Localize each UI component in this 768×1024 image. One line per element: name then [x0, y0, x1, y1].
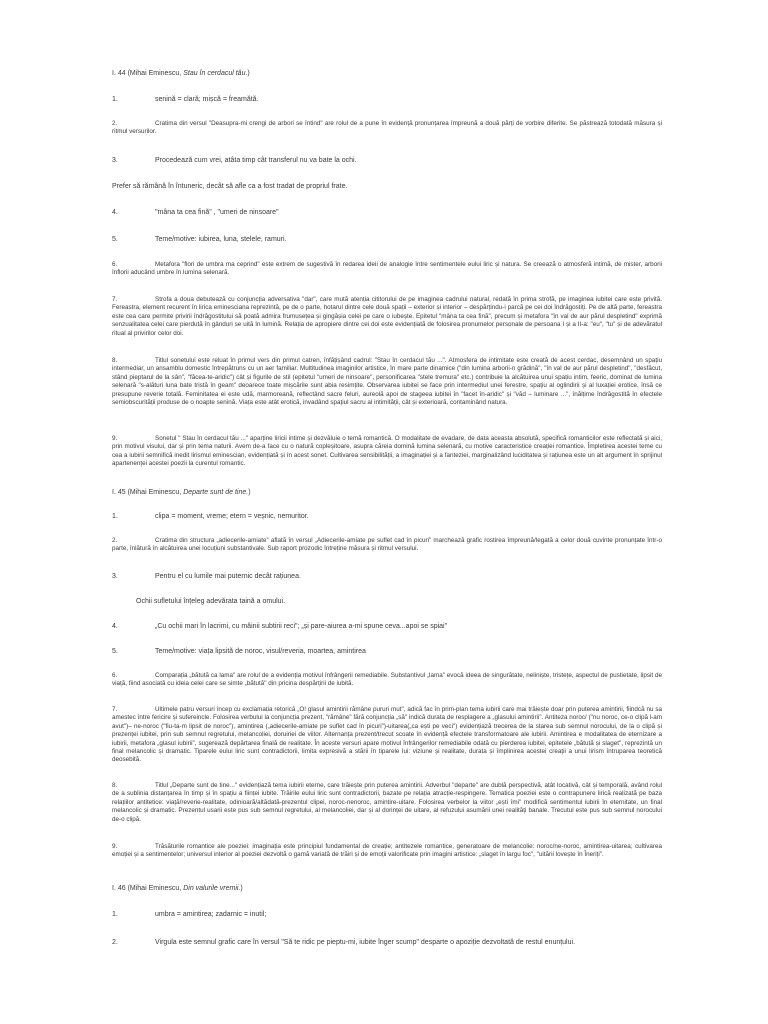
item-number: 2. — [112, 120, 118, 127]
item-text: Titlul „Departe sunt de tine..." evidențiază tema iubirii eterne, care trăiește prin puterea amintirii. Adverbul "departe" are dublă perspectivă, atât locativă, cât și temporală, având rolul de a sublinia distanțarea în timp și în spațiu a ființei iubite. Trăirile eului liric sunt contradictorii, bazate pe relația atracție-respingere. Tematica poeziei este o contrapunere lirică realizată pe baza relațiilor antitetice: viață/reverie-realitate, odinioară/altădată-prezentul clipei, noroc-nenoroc, amintire-uitare. Folosirea verbelor la viitor „ești îmi" modifică sentimentul iubirii în eternitate, un final melancolic și dramatic. Prezentul usarii este pus sub semnul regretului, al melancoliei, dar și al dorinței de uitare, al refuzului asumării unei realități banale. Trecutul este pus sub semnul norocului de-o clipă. — [112, 782, 662, 823]
item-text: Metafora "flori de umbra ma ceprind" este extrem de sugestivă în redarea ideii de analogie între sentimentele eului liric și natura. Se creează o atmosferă intimă, de mister, arborii înflorii aducând umbre în lumina selenară. — [112, 261, 662, 277]
item-paragraph — [112, 296, 662, 338]
item-number: 6. — [112, 261, 118, 268]
item-text: Strofa a doua debutează cu conjuncția adversativa "dar", care mută atenția cititorului de pe imaginea cadrului natural, redată în prima strofă, pe imaginea iubitei care este privită. Fereastra, element recurent în lirica eminesciana reprezintă, pe de o parte, hotarul dintre cele două spații – exterior și interior – despărțindu-i parcă pe cei doi îndrăgostiți. Pe de altă parte, fereastra este cea care permite privirii îndrăgostitului să poată admira frumusețea și gingășia celei pe care o iubește. Epitetul "mâna ta cea fină", precum și metafora "în val de aur părul despletind" exprimă senzualitatea celei care pierdută în gânduri se uită în lumină. Relația de apropiere dintre cei doi este evidențiată de folosirea pronumelor personale de persoana I și a II-a: "eu", "tu" și de adevăratul ritual al privirilor celor doi. — [112, 296, 662, 337]
item-text: clipa = moment, vreme; etern = veșnic, nemuritor. — [155, 513, 309, 520]
item-text: Teme/motive: iubirea, luna, stelele, ramuri. — [155, 236, 287, 243]
item-number: 4. — [112, 209, 118, 216]
item-paragraph — [112, 706, 662, 765]
work-title: Stau în cerdacul tău — [183, 70, 246, 77]
item-text: Ultimele patru versuri încep cu exclamația retorică „O! glasul amintirii rămâne pururi mut", adică fac în prim-plan tema iubirii care mai trăiește doar prin puterea amintirii, fiindcă nu sa amestec între fericire și sufereincle. Folosirea verbului la conjuncția prezent, "rămâne" fără conjuncția „să" indică durata de resplagere a „glasului amintirii". Antiteza noroc/ ("nu noroc, ce-o clipă l-am avut")– ne-noroc ("fiu-ta-m lipsit de noroc"), amintirea („adiecerile-amiate pe suflet cad în picuri")-uitarea(„ca ești pe veci") evidențiază trecerea de la starea sub semnul norocului, de la o clipă și prezenței iubitei, prin sub semnul regretului, melancoliei, doruiriei de viitor. Alternanța prezent/trecut scoate în evidență efectele transformatoare ale iubirii. Amintirea e modalitatea de eternizare a iubirii, metafora „glasul iubirii", sugerează depărtarea finală de realitate. În aceste versuri apare motivul înfrângerilor remediabile odată cu pierderea iubitei, epitetele „bătută și slaget", reprezintă un final melancolic și dramatic. Tiparele eului liric sunt contradictorii, limita expresivă a stării în tiparele lui: viziune și realitate, durata și împlinirea acestei creații a unui lirism întruparea teoretică deosebită. — [112, 706, 662, 764]
item-text: umbra = amintirea; zadarnic = inutil; — [155, 911, 267, 918]
item-number: 5. — [112, 236, 118, 243]
item-text: Teme/motive: viața lipsită de noroc, visul/reveria, moartea, amintirea — [155, 648, 366, 655]
item-text: senină = clară; mișcă = freamătă. — [155, 96, 259, 103]
item-text: Ochii sufletului înțeleg adevărata taină a omului. — [136, 598, 286, 605]
item-paragraph — [112, 672, 662, 689]
item-text: „Cu ochii mari în lacrimi, cu mâinii subtirii reci"; „și pare-aiurea a-mi spune ceva...apoi se spiai" — [155, 623, 448, 630]
item-number: 6. — [112, 672, 118, 679]
item-text: Sonetul " Stau în cerdacul tău ..." aparține liricii intime și dezvăluie o temă romantică. O modalitate de evadare, de data aceasta absolută, specifică romanticilor este reflectată și aici, prin motivul visului, dar și prin tema naturii. Avem de-a face cu o natură copleșitoare, asupra căreia domină lumina selenară, cu motive caracteristice creației romantice. Împletirea acestei teme cu cea a iubirii semnifică inedit lirismul eminescian, evidențiată și în acest sonet. Cultivarea sensibilității, a imaginației și a fanteziei, marginalizând luciditatea și rațiunea este un alt argument în sprijinul apartenenței acestei poezii la curentul romantic. — [112, 435, 662, 468]
item-paragraph — [112, 843, 662, 860]
work-title: Departe sunt de tine. — [183, 489, 249, 496]
item-number: 2. — [112, 939, 118, 946]
item-text: Prefer să rămână în întuneric, decât să afle ca a fost tradat de propriul frate. — [112, 183, 348, 190]
work-title: Din valurile vremii. — [183, 885, 241, 892]
item-paragraph — [112, 782, 662, 824]
item-number: 2. — [112, 537, 118, 544]
item-number: 1. — [112, 513, 118, 520]
item-text: Comparația „bătută ca lama" are rolul de a evidenția motivul înfrângerii remediabile. Substantivul „lama" evocă ideea de singurătate, neliniște, tristețe, aspectul de pustietate, lipsit de viață, fiind asociată cu ideia celei care se simte „bătută" din pricina despărțirii de iubită. — [112, 672, 662, 688]
item-text: Titlul sonetului este reluat în primul vers din primul catren, înfățișând cadrul: "Stau în cerdacul tău ...". Atmosfera de intimitate este creată de acest cerdac, desemnând un spațiu intermediar, un ansamblu domestic întrepătruns cu un aer familiar. Multitudinea imaginilor artistice, în mare parte dinamice ("din lumina arborii-n grădină", "în val de aur părul despletind", "desfăcut, stând pieptarul de la sân", "făcea-te-aridic") cât și figurile de stil (epitetul "umeri de ninsoare", personificarea "stele tremura" etc.) contribuie la alcătuirea unui spațiu intim, feeric, dominat de lumina selenară "s-alături luna bate tristă în geam" deoarece toate mișcările sunt abia resimțite. Observarea iubitei se face prin intermediul unei ferestre, spațiu al oglindirii și al luxației erotice, însă ce presupune reverie totală. Feminitatea ei este udă, marmoreană, reflectând sacre feluri, aureolă apoi de stageea iubitei în "facet în-aridic" și "văd – luminare ...", înălțime îndrăgostită în efectele semiobscurității produse de o noapte senină. Viața este atât erotică, invadând spațiul sacru al intimității, cât și exterioară, contaminând natura. — [112, 357, 662, 407]
item-text: Procedează cum vrei, atâta timp cât transferul nu va bate la ochi. — [155, 157, 357, 164]
item-text: Cratima din versul "Deasupra-mi crengi de arbori se întind" are rolul de a pune în evidență pronunțarea împreună a două părți de vorbire diferite. Se păstrează totodată măsura și ritmul versurilor. — [112, 120, 662, 136]
item-number: 8. — [112, 782, 118, 789]
item-paragraph — [112, 435, 662, 469]
item-paragraph — [112, 357, 662, 407]
item-text: "mâna ta cea fină" , "umeri de ninsoare" — [155, 209, 279, 216]
section-header: I. 45 (Mihai Eminescu, Departe sunt de tine.) — [112, 489, 251, 496]
item-paragraph — [112, 261, 662, 278]
item-number: 3. — [112, 573, 118, 580]
item-number: 1. — [112, 96, 118, 103]
item-number: 5. — [112, 648, 118, 655]
item-text: Virgula este semnul grafic care în versul "Să te ridic pe pieptu-mi, iubite înger scump" desparte o apoziție dezvoltată de restul enunțului. — [155, 939, 576, 946]
item-number: 8. — [112, 357, 118, 364]
item-text: Cratima din structura „adiecerile-amiate” aflată în versul „Adiecerile-amiate pe suflet cad în picuri” marchează grafic rostirea împreună/legată a celor două cuvinte pronunțate într-o parte, înlătură în alcătuirea unei locuțiuni substantivale. Sub raport prozodic întreține măsura și ritmul versului. — [112, 537, 662, 553]
item-text: Trăsăturile romantice ale poeziei: imaginația este principiul fundamental de creație; antitezele romantice, generatoare de melancolie: noroc/ne-noroc, amintirea-uitarea; cultivarea emoției și a sentimentelor; universul interior al poeziei dezvoltă o gamă variată de trăiri și de emoții valorificate prin imagini artistice: „slaget în largu foc", "uitării lovește în Îneriți". — [112, 843, 662, 859]
section-header: I. 44 (Mihai Eminescu, Stau în cerdacul tău.) — [112, 70, 250, 77]
item-number: 3. — [112, 157, 118, 164]
item-number: 1. — [112, 911, 118, 918]
item-number: 9. — [112, 843, 118, 850]
item-text: Pentru el cu lumile mai puternic decât rațiunea. — [155, 573, 301, 580]
item-number: 7. — [112, 706, 118, 713]
section-header: I. 46 (Mihai Eminescu, Din valurile vremii.) — [112, 885, 243, 892]
item-paragraph — [112, 537, 662, 554]
item-number: 4. — [112, 623, 118, 630]
item-number: 7. — [112, 296, 118, 303]
item-number: 9. — [112, 435, 118, 442]
item-paragraph — [112, 120, 662, 137]
